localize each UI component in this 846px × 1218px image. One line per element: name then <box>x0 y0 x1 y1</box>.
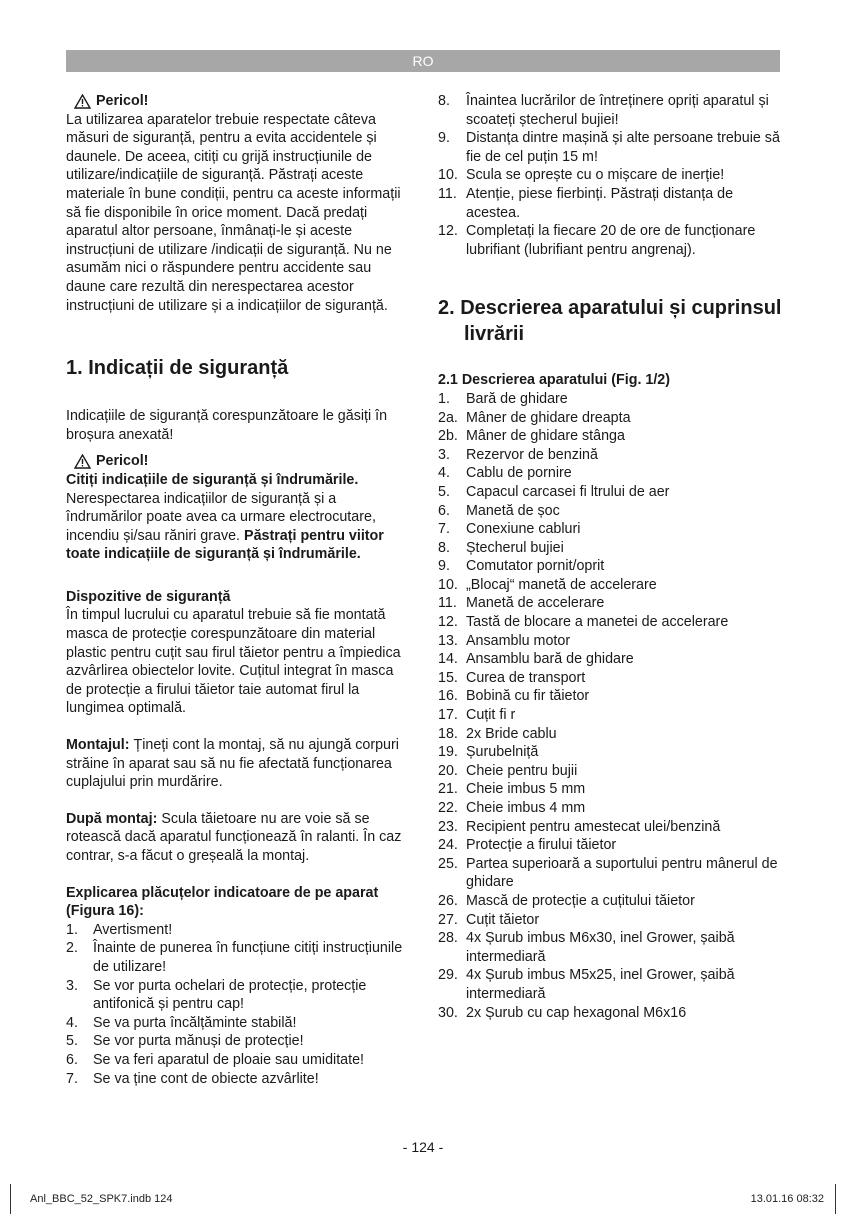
sign-list <box>66 921 412 1088</box>
after-mounting-label: După montaj: <box>66 810 158 827</box>
sign-list-continued <box>438 92 783 259</box>
list-item: 2. Înainte de punerea în funcțiune citiți instrucțiunile de utilizare! <box>66 940 403 975</box>
crop-mark-right <box>835 1184 836 1214</box>
warning-triangle-icon <box>74 94 91 109</box>
list-item: 12. Tastă de blocare a manetei de accelerare <box>438 614 729 631</box>
crop-mark-left <box>10 1184 11 1214</box>
warning-title: Pericol! <box>96 93 149 109</box>
mounting-label: Montajul: <box>66 737 130 754</box>
list-item: 30. 2x Șurub cu cap hexagonal M6x16 <box>438 1004 687 1021</box>
subheading-device-description: 2.1 Descrierea aparatului (Fig. 1/2) <box>438 372 671 389</box>
page-number: - 124 - <box>402 1139 444 1155</box>
section-heading: 2. Descrierea aparatului și cuprinsul livrării <box>438 297 782 346</box>
list-item: 12. Completați la fiecare 20 de ore de funcționare lubrifiant (lubrifiant pentru angrenaj). <box>438 223 756 258</box>
list-item: 11. Atenție, piese fierbinți. Păstrați distanța de acestea. <box>438 185 734 221</box>
section-intro: Indicațiile de siguranță corespunzătoare le găsiți în broșura anexată! <box>66 408 388 443</box>
list-item: 15. Curea de transport <box>438 669 586 686</box>
list-item: 8. Înaintea lucrărilor de întreținere opriți aparatul și scoateți ștecherul bujiei! <box>438 93 769 128</box>
list-item: 22. Cheie imbus 4 mm <box>438 800 586 816</box>
warning-title: Pericol! <box>96 453 149 470</box>
warning-bold-end: Păstrați pentru viitor toate indicațiile de siguranță și îndrumările. <box>66 527 384 563</box>
warning-bold-lead: Citiți indicațiile de siguranță și îndrumările. <box>66 471 359 488</box>
list-item: 1. Avertisment! <box>66 921 173 938</box>
list-item: 7. Conexiune cabluri <box>438 521 581 538</box>
list-item: 7. Se va ține cont de obiecte azvârlite! <box>66 1070 319 1087</box>
list-item: 4. Se va purta încălțăminte stabilă! <box>66 1014 297 1031</box>
subheading-safety-devices: Dispozitive de siguranță <box>66 588 231 605</box>
list-item: 28. 4x Șurub imbus M6x30, inel Grower, șaibă intermediară <box>438 930 735 965</box>
warning-heading <box>66 92 412 111</box>
list-item: 26. Mască de protecție a cuțitului tăietor <box>438 892 695 909</box>
footer-file-info: Anl_BBC_52_SPK7.indb 124 <box>30 1193 173 1205</box>
safety-devices-text: În timpul lucrului cu aparatul trebuie să fie montată masca de protecție corespunzătoare din material plastic pentru cuțit sau firul tăietor pentru a împiedica azvârlirea obiectelor lovite. Cuțitul integrat în masca de protecție a firului tăietor taie automat firul la lungimea optimală. <box>66 607 401 717</box>
list-item: 10. Scula se oprește cu o mișcare de inerție! <box>438 167 725 184</box>
list-item: 3. Rezervor de benzină <box>438 446 598 463</box>
section-heading: 1. Indicații de siguranță <box>66 357 289 380</box>
list-item: 20. Cheie pentru bujii <box>438 762 578 779</box>
right-column <box>438 92 783 1022</box>
list-item: 1. Bară de ghidare <box>438 390 568 407</box>
list-item: 16. Bobină cu fir tăietor <box>438 688 590 705</box>
mounting-paragraph <box>66 736 412 792</box>
list-item: 18. 2x Bride cablu <box>438 725 557 742</box>
footer-date: 13.01.16 08:32 <box>750 1193 824 1205</box>
list-item: 5. Capacul carcasei fi ltrului de aer <box>438 483 670 500</box>
list-item: 10. „Blocaj“ manetă de accelerare <box>438 576 657 593</box>
list-item: 11. Manetă de accelerare <box>438 595 605 612</box>
list-item: 19. Șurubelniță <box>438 744 539 761</box>
list-item: 23. Recipient pentru amestecat ulei/benzină <box>438 818 721 835</box>
language-code: RO <box>412 53 434 69</box>
language-header-bar <box>66 50 780 72</box>
list-item: 2b. Mâner de ghidare stânga <box>438 428 625 445</box>
list-item: 3. Se vor purta ochelari de protecție, protecție antifonică și pentru cap! <box>66 977 367 1013</box>
list-item: 27. Cuțit tăietor <box>438 911 540 928</box>
after-mounting-text: Scula tăietoare nu are voie să se rotească dacă aparatul funcționează în ralanti. În caz contrar, s-a făcut o greșeală la montaj. <box>66 810 402 864</box>
list-item: 24. Protecție a firului tăietor <box>438 837 617 854</box>
list-item: 9. Distanța dintre mașină și alte persoane trebuie să fie de cel puțin 15 m! <box>438 130 780 165</box>
after-mounting-paragraph <box>66 810 412 866</box>
list-item: 29. 4x Șurub imbus M5x25, inel Grower, șaibă intermediară <box>438 967 735 1002</box>
list-item: 6. Manetă de șoc <box>438 502 560 519</box>
warning-paragraph <box>66 471 412 564</box>
warning-triangle-icon <box>74 454 91 469</box>
left-column <box>66 92 412 1088</box>
parts-list <box>438 390 783 1022</box>
list-item: 5. Se vor purta mănuși de protecție! <box>66 1033 304 1050</box>
mounting-text: Țineți cont la montaj, să nu ajungă corpuri străine în aparat sau să nu fie afectată funcționarea cuplajului prin murdărire. <box>66 737 399 791</box>
list-item: 14. Ansamblu bară de ghidare <box>438 651 634 668</box>
subheading-sign-explanations: Explicarea plăcuțelor indicatoare de pe aparat (Figura 16): <box>66 884 379 920</box>
list-item: 8. Ștecherul bujiei <box>438 539 564 556</box>
warning-body: La utilizarea aparatelor trebuie respectate câteva măsuri de siguranță, pentru a evita accidentele și daunele. De aceea, citiți cu grijă instrucțiunile de utilizare/indicațiile de siguranță. Păstrați aceste materiale în bune condiții, pentru ca aceste informații să fie disponibile în orice moment. Dacă predați aparatul altor persoane, înmânați-le și aceste instrucțiuni de utilizare /indicații de siguranță. Nu ne asumăm nici o răspundere pentru accidente sau daune care rezultă din nerespectarea acestor instrucțiuni de utilizare și a indicațiilor de siguranță. <box>66 111 401 314</box>
list-item: 13. Ansamblu motor <box>438 632 571 649</box>
list-item: 21. Cheie imbus 5 mm <box>438 781 586 798</box>
list-item: 2a. Mâner de ghidare dreapta <box>438 409 631 426</box>
warning-heading <box>66 452 412 471</box>
list-item: 4. Cablu de pornire <box>438 465 572 482</box>
list-item: 6. Se va feri aparatul de ploaie sau umiditate! <box>66 1051 365 1068</box>
list-item: 9. Comutator pornit/oprit <box>438 558 605 575</box>
list-item: 25. Partea superioară a suportului pentru mânerul de ghidare <box>438 855 778 891</box>
warning-text: Nerespectarea indicațiilor de siguranță și a îndrumărilor poate avea ca urmare electrocutare, incendiu și/sau răniri grave. <box>66 490 376 544</box>
list-item: 17. Cuțit fi r <box>438 707 516 724</box>
